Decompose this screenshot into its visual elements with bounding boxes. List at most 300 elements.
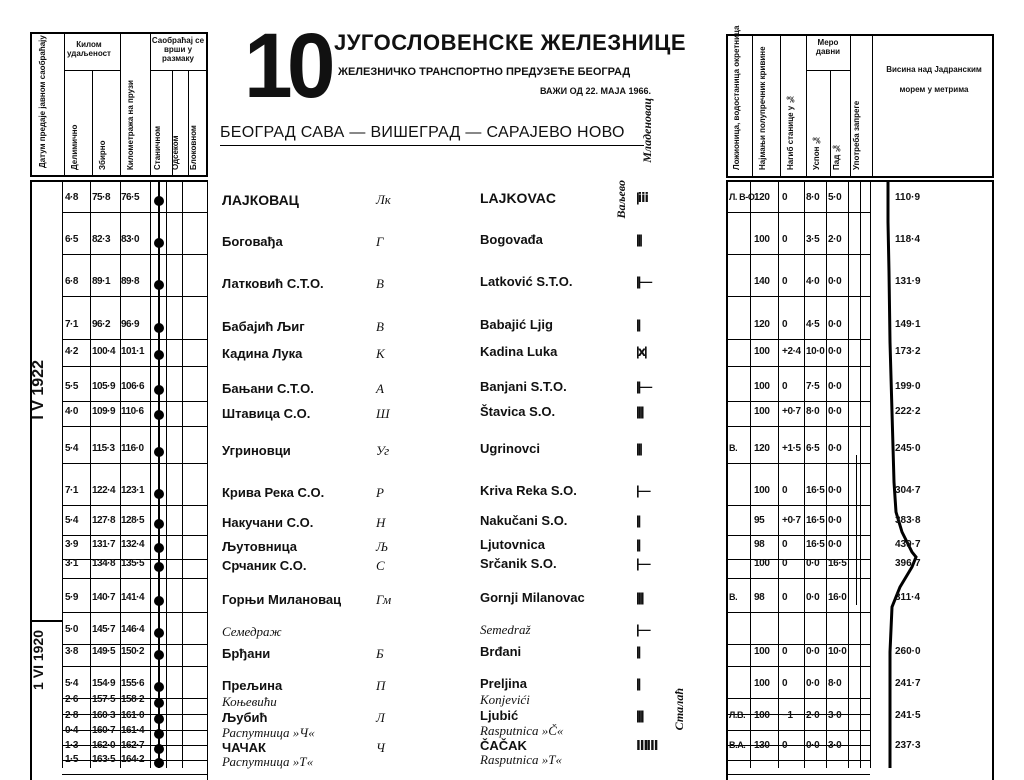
fall-grade: 2·0	[828, 234, 842, 245]
partial-distance: 2·6	[65, 694, 78, 705]
station-code: А	[376, 381, 384, 396]
partial-distance: 7·1	[65, 485, 78, 496]
opening-date-1922: I V 1922	[30, 360, 47, 420]
track-diagram: |||	[636, 232, 641, 247]
min-radius: 100	[754, 558, 770, 569]
row-divider-left	[62, 535, 208, 536]
station-name-cyrillic: Љутовница	[222, 539, 297, 554]
row-divider-left	[62, 644, 208, 645]
km-position: 141·4	[121, 592, 145, 603]
station-dot	[154, 543, 164, 553]
km-position: 101·1	[121, 346, 145, 357]
partial-distance: 4·8	[65, 192, 78, 203]
station-name-cyrillic: ЛАЈКОВАЦ	[222, 192, 299, 208]
station-grade: 0	[782, 740, 788, 751]
partial-distance: 0·4	[65, 725, 78, 736]
altitude: 439·7	[895, 539, 921, 550]
total-distance: 149·5	[92, 646, 116, 657]
min-radius: 100	[754, 381, 770, 392]
route-underline	[220, 145, 644, 146]
fall-grade: 3·0	[828, 740, 842, 751]
altitude: 149·1	[895, 319, 921, 330]
partial-distance: 2·8	[65, 710, 78, 721]
row-divider-left	[62, 578, 208, 579]
track-diagram: ||	[636, 317, 640, 332]
total-distance: 160·7	[92, 725, 116, 736]
rise-grade: 8·0	[806, 192, 820, 203]
altitude: 131·9	[895, 276, 921, 287]
station-code: Л	[376, 710, 385, 725]
altitude: 396·7	[895, 558, 921, 569]
station-name-cyrillic: Срчаник С.О.	[222, 558, 307, 573]
total-distance: 145·7	[92, 624, 116, 635]
column-line-right	[778, 182, 779, 768]
total-distance: 105·9	[92, 381, 116, 392]
row-divider-left	[62, 401, 208, 402]
min-radius: 100	[754, 678, 770, 689]
total-distance: 162·0	[92, 740, 116, 751]
header-altitude-group: Висина над Јадранским морем у метрима	[886, 65, 982, 94]
railway-title: ЈУГОСЛОВЕНСКЕ ЖЕЛЕЗНИЦЕ	[334, 30, 687, 55]
partial-distance: 5·9	[65, 592, 78, 603]
total-distance: 163·5	[92, 754, 116, 765]
station-name-cyrillic: Брђани	[222, 646, 271, 661]
station-name-latin: Gornji Milanovac	[480, 590, 585, 605]
track-diagram: ||	[636, 676, 640, 691]
fall-grade: 0·0	[828, 485, 842, 496]
km-position: 83·0	[121, 234, 140, 245]
km-position: 164·2	[121, 754, 145, 765]
column-line-left	[90, 182, 91, 768]
min-radius: 120	[754, 319, 770, 330]
station-name-latin: LAJKOVAC	[480, 190, 556, 206]
track-diagram: |ⅹ|	[636, 344, 646, 359]
km-position: 161·0	[121, 710, 145, 721]
altitude: 241·5	[895, 710, 921, 721]
fall-grade: 3·0	[828, 710, 842, 721]
station-name-latin: Preljina	[480, 676, 527, 691]
header-brake: Употреба запреге	[852, 100, 861, 170]
station-dot	[154, 698, 164, 708]
header-decisive-group: Меро давни	[815, 38, 841, 56]
partial-distance: 7·1	[65, 319, 78, 330]
fall-grade: 0·0	[828, 539, 842, 550]
altitude: 304·7	[895, 485, 921, 496]
min-radius: 100	[754, 234, 770, 245]
fall-grade: 0·0	[828, 346, 842, 357]
km-position: 161·4	[121, 725, 145, 736]
header-km: Километража на прузи	[126, 80, 135, 170]
header-station: Станичном	[153, 125, 162, 170]
track-diagram: ||—	[636, 274, 651, 289]
station-name-latin: Srčanik S.O.	[480, 556, 557, 571]
station-code: Н	[376, 515, 386, 530]
station-name-cyrillic: Распутница »Т«	[222, 754, 314, 769]
fall-grade: 0·0	[828, 276, 842, 287]
fall-grade: 16·5	[828, 558, 847, 569]
station-name-cyrillic: ЧАЧАК	[222, 740, 266, 755]
station-grade: 0	[782, 592, 788, 603]
station-dot	[154, 350, 164, 360]
valid-from: ВАЖИ ОД 22. МАЈА 1966.	[540, 86, 651, 96]
min-radius: 120	[754, 443, 770, 454]
station-code: Љ	[376, 539, 389, 554]
station-grade: 0	[782, 276, 788, 287]
km-position: 89·8	[121, 276, 140, 287]
station-name-latin: Latković S.T.O.	[480, 274, 573, 289]
station-dot	[154, 489, 164, 499]
min-radius: 100	[754, 646, 770, 657]
partial-distance: 3·8	[65, 646, 78, 657]
altitude: 110·9	[895, 192, 921, 203]
station-name-cyrillic: Крива Река С.О.	[222, 485, 325, 500]
km-position: 116·0	[121, 443, 144, 454]
rise-grade: 8·0	[806, 406, 820, 417]
km-position: 150·2	[121, 646, 145, 657]
station-code: В	[376, 319, 384, 334]
partial-distance: 5·5	[65, 381, 78, 392]
station-name-cyrillic: Боговађа	[222, 234, 283, 249]
station-dot	[154, 758, 164, 768]
rise-grade: 3·5	[806, 234, 820, 245]
track-diagram: |||	[636, 441, 641, 456]
altitude: 245·0	[895, 443, 921, 454]
min-radius: 120	[754, 192, 770, 203]
altitude: 118·4	[895, 234, 921, 245]
station-name-cyrillic: Горњи Милановац	[222, 592, 342, 607]
profile-arrow-line	[856, 455, 857, 605]
station-name-latin: Brđani	[480, 644, 522, 659]
station-name-cyrillic: Коњевићи	[222, 694, 277, 709]
station-dot	[154, 280, 164, 290]
column-line-left	[150, 182, 151, 768]
km-position: 106·6	[121, 381, 145, 392]
partial-distance: 5·4	[65, 678, 78, 689]
station-dot	[154, 682, 164, 692]
station-name-latin: Banjani S.T.O.	[480, 379, 567, 394]
station-dot	[154, 650, 164, 660]
loco-facility: Л. В-О.	[729, 192, 757, 202]
station-dot	[154, 562, 164, 572]
total-distance: 154·9	[92, 678, 116, 689]
station-name-latin: Rasputnica »T«	[480, 752, 562, 767]
header-distance-group: Килом удаљеност	[67, 40, 111, 58]
station-grade: 0	[782, 319, 788, 330]
header-rise: Успон ‰	[812, 135, 821, 170]
opening-date-1920: 1 VI 1920	[30, 630, 46, 690]
station-grade: 0	[782, 539, 788, 550]
header-block: Блоковном	[189, 125, 198, 170]
station-name-latin: Ljubić	[480, 708, 519, 723]
km-position: 162·7	[121, 740, 145, 751]
loco-facility: В.А.	[729, 740, 746, 750]
station-name-cyrillic: Латковић С.Т.О.	[222, 276, 324, 291]
rise-grade: 7·5	[806, 381, 820, 392]
rise-grade: 16·5	[806, 485, 825, 496]
track-diagram: |—	[636, 622, 649, 637]
km-position: 135·5	[121, 558, 145, 569]
row-divider-left	[62, 212, 208, 213]
total-distance: 157·5	[92, 694, 116, 705]
station-code: Ш	[376, 406, 390, 421]
km-position: 110·6	[121, 406, 144, 417]
station-code: Лк	[376, 192, 391, 207]
partial-distance: 1·3	[65, 740, 78, 751]
km-position: 128·5	[121, 515, 145, 526]
altitude: 311·4	[895, 592, 921, 603]
station-grade: 0	[782, 234, 788, 245]
total-distance: 96·2	[92, 319, 111, 330]
row-divider-left	[62, 612, 208, 613]
fall-grade: 16·0	[828, 592, 847, 603]
header-radius: Најмањи полупречник кривине	[758, 46, 767, 170]
partial-distance: 4·2	[65, 346, 78, 357]
station-dot	[154, 323, 164, 333]
station-dot	[154, 447, 164, 457]
station-name-cyrillic: Прељина	[222, 678, 283, 693]
fall-grade: 0·0	[828, 406, 842, 417]
station-grade: 0	[782, 558, 788, 569]
station-line	[158, 182, 160, 768]
row-divider-left	[62, 463, 208, 464]
partial-distance: 1·5	[65, 754, 78, 765]
altitude: 383·8	[895, 515, 921, 526]
station-name-latin: Ljutovnica	[480, 537, 546, 552]
track-diagram: ||||	[636, 590, 643, 605]
altitude: 222·2	[895, 406, 921, 417]
fall-grade: 0·0	[828, 319, 842, 330]
partial-distance: 3·1	[65, 558, 78, 569]
station-grade: +0·7	[782, 515, 801, 526]
row-divider-left	[62, 426, 208, 427]
min-radius: 130	[754, 740, 770, 751]
total-distance: 82·3	[92, 234, 111, 245]
column-line-left	[182, 182, 183, 768]
partial-distance: 5·4	[65, 443, 78, 454]
header-partial: Делимично	[70, 124, 79, 170]
km-position: 76·5	[121, 192, 140, 203]
total-distance: 100·4	[92, 346, 116, 357]
min-radius: 140	[754, 276, 770, 287]
loco-facility: В.	[729, 443, 738, 453]
station-grade: 0	[782, 646, 788, 657]
station-name-cyrillic: Распутница »Ч«	[222, 725, 315, 740]
column-line-left	[62, 182, 63, 768]
station-code: Б	[376, 646, 384, 661]
station-name-latin: Štavica S.O.	[480, 404, 556, 419]
station-grade: +0·7	[782, 406, 801, 417]
loco-facility: Л.В.	[729, 710, 746, 720]
km-position: 132·4	[121, 539, 145, 550]
header-fall: Пад ‰	[832, 143, 841, 170]
station-name-cyrillic: Накучани С.О.	[222, 515, 314, 530]
header-grade: Нагиб станице у ‰	[786, 94, 795, 170]
station-code: С	[376, 558, 385, 573]
row-divider-left	[62, 666, 208, 667]
track-diagram: ⅢⅢ	[636, 738, 657, 753]
altitude: 173·2	[895, 346, 921, 357]
station-name-cyrillic: Семедраж	[222, 624, 282, 639]
row-divider-left	[62, 366, 208, 367]
total-distance: 127·8	[92, 515, 116, 526]
station-name-latin: Nakučani S.O.	[480, 513, 568, 528]
rise-grade: 0·0	[806, 592, 820, 603]
rise-grade: 16·5	[806, 539, 825, 550]
station-name-cyrillic: Угриновци	[222, 443, 291, 458]
column-line-right	[826, 182, 827, 768]
station-name-cyrillic: Љубић	[222, 710, 268, 725]
column-line-right	[804, 182, 805, 768]
station-dot	[154, 385, 164, 395]
row-divider-right	[726, 774, 870, 775]
column-line-right	[848, 182, 849, 768]
partial-distance: 6·5	[65, 234, 78, 245]
loco-facility: В.	[729, 592, 738, 602]
station-name-cyrillic: Кадина Лука	[222, 346, 303, 361]
min-radius: 95	[754, 515, 765, 526]
track-diagram: |—	[636, 556, 649, 571]
rise-grade: 0·0	[806, 646, 820, 657]
station-grade: 0	[782, 192, 788, 203]
row-divider-left	[62, 339, 208, 340]
station-grade: 0	[782, 381, 788, 392]
row-divider-left	[62, 774, 208, 775]
track-diagram: |ⅲ	[636, 190, 647, 205]
station-dot	[154, 410, 164, 420]
partial-distance: 6·8	[65, 276, 78, 287]
station-name-cyrillic: Штавица С.О.	[222, 406, 311, 421]
station-name-cyrillic: Бабајић Љиг	[222, 319, 305, 334]
rise-grade: 10·0	[806, 346, 825, 357]
station-name-latin: Kriva Reka S.O.	[480, 483, 577, 498]
station-dot	[154, 519, 164, 529]
total-distance: 115·3	[92, 443, 115, 454]
station-grade: 0	[782, 678, 788, 689]
track-diagram: ||||	[636, 708, 643, 723]
km-position: 155·6	[121, 678, 145, 689]
station-dot	[154, 238, 164, 248]
altitude: 237·3	[895, 740, 921, 751]
track-diagram: ||||	[636, 404, 643, 419]
km-position: 146·4	[121, 624, 145, 635]
station-code: К	[376, 346, 385, 361]
route-title: БЕОГРАД САВА — ВИШЕГРАД — САРАЈЕВО НОВО	[220, 124, 625, 141]
km-position: 96·9	[121, 319, 140, 330]
partial-distance: 5·4	[65, 515, 78, 526]
fall-grade: 0·0	[828, 381, 842, 392]
header-date: Датум предаје јавном саобраћају	[38, 35, 47, 168]
rise-grade: 0·0	[806, 678, 820, 689]
total-distance: 89·1	[92, 276, 111, 287]
station-code: Г	[376, 234, 384, 249]
rise-grade: 0·0	[806, 740, 820, 751]
total-distance: 131·7	[92, 539, 116, 550]
station-dot	[154, 628, 164, 638]
station-dot	[154, 744, 164, 754]
junction-label: Сталаћ	[672, 688, 686, 731]
station-code: Уг	[376, 443, 390, 458]
station-code: П	[376, 678, 386, 693]
total-distance: 140·7	[92, 592, 116, 603]
total-distance: 134·8	[92, 558, 116, 569]
column-line-right	[870, 182, 871, 768]
station-dot	[154, 729, 164, 739]
header-section: Одсеком	[171, 135, 180, 170]
station-grade: +1·5	[782, 443, 801, 454]
partial-distance: 5·0	[65, 624, 78, 635]
min-radius: 100	[754, 346, 770, 357]
min-radius: 100	[754, 710, 770, 721]
station-code: Р	[376, 485, 384, 500]
min-radius: 98	[754, 592, 765, 603]
track-diagram: |—	[636, 483, 649, 498]
station-code: Ч	[376, 740, 385, 755]
total-distance: 75·8	[92, 192, 111, 203]
station-grade: −1	[782, 710, 793, 721]
rise-grade: 6·5	[806, 443, 820, 454]
row-divider-left	[62, 505, 208, 506]
station-name-latin: Bogovađa	[480, 232, 543, 247]
station-code: Гм	[376, 592, 392, 607]
rise-grade: 4·0	[806, 276, 820, 287]
station-code: В	[376, 276, 384, 291]
station-grade: +2·4	[782, 346, 801, 357]
rise-grade: 2·0	[806, 710, 820, 721]
branch-label-left: Ваљево	[614, 180, 628, 219]
total-distance: 109·9	[92, 406, 116, 417]
fall-grade: 0·0	[828, 515, 842, 526]
station-name-latin: Konjevići	[480, 692, 530, 707]
header-total: Збирно	[98, 140, 107, 170]
branch-label-top: Младеновац	[640, 98, 654, 163]
track-diagram: ||	[636, 513, 640, 528]
track-diagram: ||	[636, 537, 640, 552]
track-diagram: ||—	[636, 379, 651, 394]
station-name-latin: Ugrinovci	[480, 441, 540, 456]
rise-grade: 16·5	[806, 515, 825, 526]
station-dot	[154, 196, 164, 206]
table-number: 10	[244, 15, 330, 117]
station-name-latin: Babajić Ljig	[480, 317, 553, 332]
header-loco: Ложионица, водостаница окретница	[732, 25, 741, 170]
station-name-latin: Semedraž	[480, 622, 531, 637]
station-name-latin: Rasputnica »Č«	[480, 723, 564, 738]
fall-grade: 10·0	[828, 646, 847, 657]
column-line-left	[120, 182, 121, 768]
date-divider	[30, 620, 62, 622]
fall-grade: 8·0	[828, 678, 842, 689]
row-divider-left	[62, 296, 208, 297]
total-distance: 122·4	[92, 485, 116, 496]
track-diagram: ||	[636, 644, 640, 659]
km-position: 158·2	[121, 694, 145, 705]
min-radius: 100	[754, 406, 770, 417]
column-line-left	[166, 182, 167, 768]
fall-grade: 5·0	[828, 192, 842, 203]
station-dot	[154, 714, 164, 724]
min-radius: 100	[754, 485, 770, 496]
row-divider-left	[62, 254, 208, 255]
rise-grade: 0·0	[806, 558, 820, 569]
station-name-latin: Kadina Luka	[480, 344, 558, 359]
altitude: 199·0	[895, 381, 921, 392]
railway-subtitle: ЖЕЛЕЗНИЧКО ТРАНСПОРТНО ПРЕДУЗЕЋЕ БЕОГРАД	[338, 66, 631, 78]
fall-grade: 0·0	[828, 443, 842, 454]
station-name-latin: ČAČAK	[480, 738, 527, 753]
km-position: 123·1	[121, 485, 145, 496]
altitude: 260·0	[895, 646, 921, 657]
station-dot	[154, 596, 164, 606]
